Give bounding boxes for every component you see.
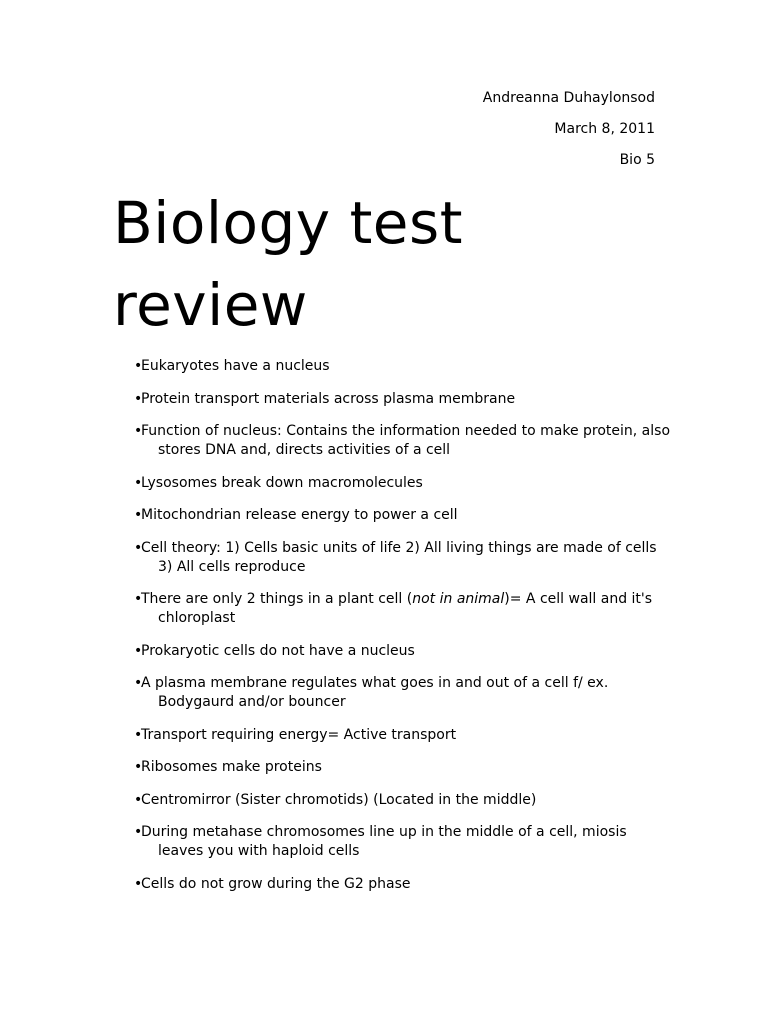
- bullet-item: [134, 506, 674, 525]
- bullet-text-before: There are only 2 things in a plant cell (: [141, 591, 413, 607]
- bullet-text: Function of nucleus: Contains the information needed to make protein, also stores DNA and, directs activities of a cell: [141, 423, 671, 458]
- bullet-dot: •: [134, 759, 143, 775]
- bullet-dot: •: [134, 423, 143, 439]
- bullet-text: Eukaryotes have a nucleus: [141, 358, 330, 374]
- bullet-text: Centromirror (Sister chromotids) (Located in the middle): [141, 791, 537, 808]
- bullet-dot: •: [134, 824, 143, 840]
- bullet-text: Cell theory: 1) Cells basic units of life 2) All living things are made of cells 3) All cells reproduce: [141, 539, 657, 575]
- bullet-dot: •: [134, 791, 143, 808]
- bullet-text: Prokaryotic cells do not have a nucleus: [141, 642, 415, 659]
- class-name: Bio 5: [619, 152, 655, 168]
- bullet-dot: •: [134, 474, 143, 491]
- bullet-item: [134, 357, 674, 376]
- bullet-text: Cells do not grow during the G2 phase: [141, 875, 411, 892]
- bullet-item: [134, 474, 674, 493]
- bullet-text: During metahase chromosomes line up in the middle of a cell, miosis leaves you with haploid cells: [141, 824, 627, 859]
- bullet-item: [134, 823, 674, 861]
- bullet-dot: •: [134, 875, 143, 892]
- bullet-text-italic: not in animal: [412, 591, 505, 607]
- bullet-item: [134, 674, 674, 712]
- bullet-text: Transport requiring energy= Active transport: [141, 726, 457, 743]
- bullet-item: [134, 726, 674, 745]
- document-title: [113, 182, 673, 346]
- bullet-dot: •: [134, 675, 143, 691]
- title-line-2: review: [113, 271, 308, 339]
- bullet-text: Mitochondrian release energy to power a cell: [141, 507, 458, 523]
- bullet-dot: •: [134, 358, 143, 374]
- bullet-item: [134, 758, 674, 777]
- title-line-1: Biology test: [113, 189, 463, 257]
- bullet-item: [134, 791, 674, 810]
- bullet-item: [134, 875, 674, 894]
- bullet-item: [134, 539, 674, 577]
- bullet-item: [134, 642, 674, 661]
- bullet-text-after: )= A cell wall and it's chloroplast: [158, 591, 653, 626]
- bullet-dot: •: [134, 726, 143, 743]
- bullet-text: Ribosomes make proteins: [141, 759, 322, 775]
- bullet-dot: •: [134, 507, 143, 523]
- author-name: Andreanna Duhaylonsod: [482, 90, 655, 106]
- bullet-item: [134, 422, 674, 460]
- bullet-dot: •: [134, 390, 143, 407]
- bullet-item: [134, 590, 674, 628]
- bullet-item: [134, 390, 674, 409]
- bullet-dot: •: [134, 591, 143, 607]
- bullet-text: A plasma membrane regulates what goes in and out of a cell f/ ex. Bodygaurd and/or bouncer: [141, 675, 609, 710]
- document-date: March 8, 2011: [554, 121, 655, 137]
- bullet-text: Lysosomes break down macromolecules: [141, 474, 423, 491]
- bullet-dot: •: [134, 642, 143, 659]
- bullet-dot: •: [134, 539, 143, 556]
- review-bullet-list: [134, 357, 674, 907]
- bullet-text: Protein transport materials across plasma membrane: [141, 390, 516, 407]
